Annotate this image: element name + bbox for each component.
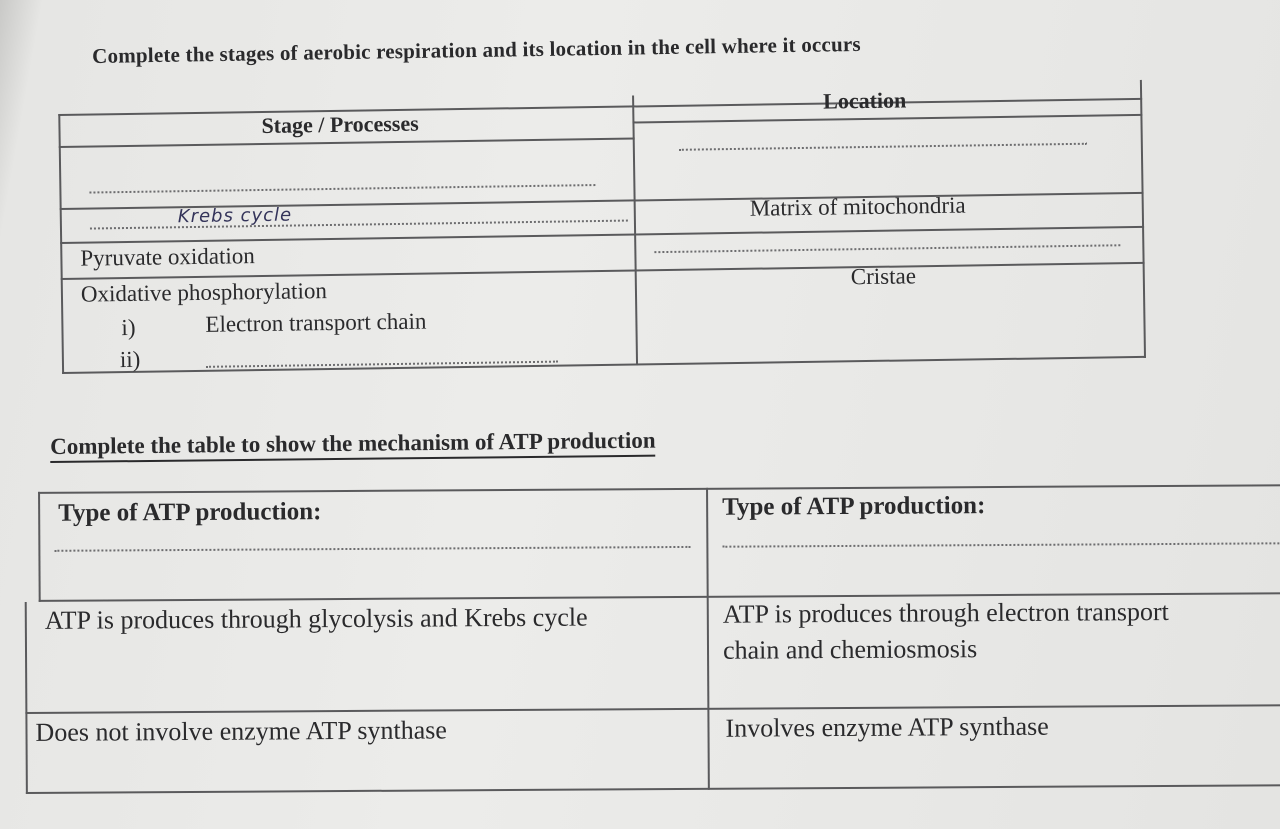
- left-row1-text: ATP is produces through glycolysis and Krebs cycle: [44, 602, 588, 635]
- table-border-top: [58, 98, 1142, 116]
- table2-column-divider: [706, 488, 710, 790]
- electron-transport-chain-label: Electron transport chain: [205, 308, 427, 337]
- right-row2-text: Involves enzyme ATP synthase: [725, 711, 1049, 743]
- blank-left-type[interactable]: [54, 546, 690, 552]
- blank-right-type[interactable]: [722, 542, 1280, 547]
- left-type-header: Type of ATP production:: [58, 498, 322, 527]
- section2-title: Complete the table to show the mechanism of ATP production: [50, 428, 656, 463]
- header-divider-left: [59, 137, 635, 148]
- header-divider-right: [632, 114, 1142, 124]
- atp-production-table: [22, 478, 1280, 794]
- stage-header: Stage / Processes: [261, 110, 419, 138]
- table2-border-bottom: [26, 784, 1280, 794]
- right-row1-line2: chain and chemiosmosis: [722, 634, 978, 665]
- blank-stage-row1[interactable]: [89, 184, 595, 194]
- table2-border-left-bottom: [25, 602, 28, 794]
- pyruvate-oxidation-label: Pyruvate oxidation: [80, 243, 255, 271]
- cristae-location: Cristae: [850, 263, 917, 290]
- row-divider-2: [60, 226, 1144, 244]
- respiration-stages-table: [58, 80, 1146, 374]
- item-ii-number: ii): [119, 346, 141, 373]
- blank-location-row1[interactable]: [679, 143, 1087, 151]
- right-type-header: Type of ATP production:: [722, 492, 986, 521]
- right-row1-line1: ATP is produces through electron transport: [722, 596, 1169, 629]
- table-column-divider: [632, 95, 638, 365]
- blank-location-row3[interactable]: [654, 244, 1120, 253]
- item-i-number: i): [121, 314, 136, 341]
- section1-title: Complete the stages of aerobic respiration and its location in the cell where it occurs: [92, 31, 861, 68]
- oxidative-phosphorylation-label: Oxidative phosphorylation: [80, 278, 328, 307]
- blank-stage-row2[interactable]: [90, 220, 628, 230]
- location-header: Location: [822, 87, 907, 114]
- left-row2-text: Does not involve enzyme ATP synthase: [35, 715, 447, 747]
- handwritten-krebs-cycle: Krebs cycle: [177, 204, 293, 228]
- table2-border-left-top: [38, 492, 41, 602]
- table2-border-top: [38, 484, 1280, 494]
- krebs-location: Matrix of mitochondria: [749, 192, 966, 221]
- table2-row-divider-2: [25, 704, 1280, 714]
- table-border-right: [1140, 80, 1146, 358]
